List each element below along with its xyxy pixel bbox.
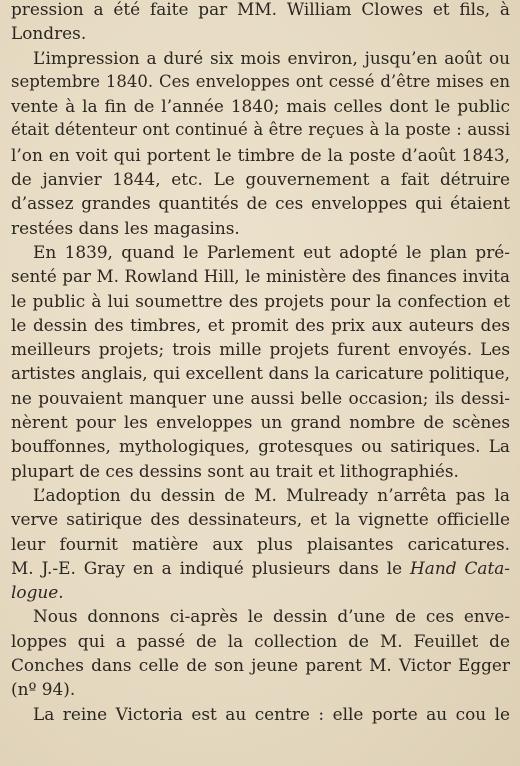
text-line: Conches dans celle de son jeune parent M. Victor Egger (11, 655, 510, 676)
paragraph-5 (11, 604, 510, 701)
paragraph-4 (11, 483, 510, 604)
text-line: d’assez grandes quantités de ces enveloppes qui étaient (11, 193, 510, 214)
text-line: leur fournit matière aux plus plaisantes caricatures. (11, 533, 510, 554)
text-line: verve satirique des dessinateurs, et la vignette officielle (11, 509, 510, 530)
text-line: meilleurs projets; trois mille projets furent envoyés. Les (11, 339, 510, 360)
paragraph-1 (11, 0, 510, 46)
paragraph-3 (11, 240, 510, 483)
text-segment: . (58, 582, 64, 603)
text-line: bouffonnes, mythologiques, grotesques ou satiriques. La (11, 436, 510, 457)
text-line: Londres. (11, 23, 87, 44)
text-line: L’impression a duré six mois environ, jusqu’en août ou (33, 47, 510, 68)
text-line: le dessin des timbres, et promit des prix aux auteurs des (11, 314, 510, 335)
text-line-with-italic (11, 580, 510, 604)
text-line: de janvier 1844, etc. Le gouvernement a fait détruire (11, 169, 510, 190)
italic-title: logue (11, 582, 59, 603)
text-line: restées dans les magasins. (11, 217, 240, 238)
italic-title: Hand Cata- (410, 557, 510, 578)
text-line: L’adoption du dessin de M. Mulready n’arrêta pas la (33, 484, 510, 505)
text-line: plupart de ces dessins sont au trait et lithographiés. (11, 460, 459, 481)
text-line: était détenteur ont continué à être reçues à la poste : aussi (11, 120, 510, 140)
text-line: septembre 1840. Ces enveloppes ont cessé d’être mises en (11, 71, 510, 91)
text-line: loppes qui a passé de la collection de M. Feuillet de (11, 630, 510, 651)
text-line: ne pouvaient manquer une aussi belle occasion; ils dessi- (11, 387, 510, 408)
paragraph-6 (11, 702, 510, 726)
text-line: La reine Victoria est au centre : elle porte au cou le (33, 703, 510, 724)
text-line: senté par M. Rowland Hill, le ministère des finances invita (11, 266, 510, 287)
text-line: l’on en voit qui portent le timbre de la poste d’août 1843, (11, 144, 510, 165)
paragraph-2 (11, 46, 510, 240)
text-line: (nº 94). (11, 679, 76, 700)
text-line: le public à lui soumettre des projets pour la confection et (11, 290, 510, 311)
text-line: Nous donnons ci-après le dessin d’une de ces enve- (33, 606, 510, 627)
text-line: pression a été faite par MM. William Clowes et fils, à (11, 0, 510, 19)
text-segment: M. J.-E. Gray en a indiqué plusieurs dans le (11, 557, 403, 578)
text-line: En 1839, quand le Parlement eut adopté le plan pré- (33, 241, 510, 262)
text-line: nèrent pour les enveloppes un grand nombre de scènes (11, 412, 510, 433)
text-line: vente à la fin de l’année 1840; mais celles dont le public (11, 96, 510, 117)
text-line-with-italic (11, 556, 510, 580)
text-line: artistes anglais, qui excellent dans la caricature politique, (11, 363, 510, 384)
